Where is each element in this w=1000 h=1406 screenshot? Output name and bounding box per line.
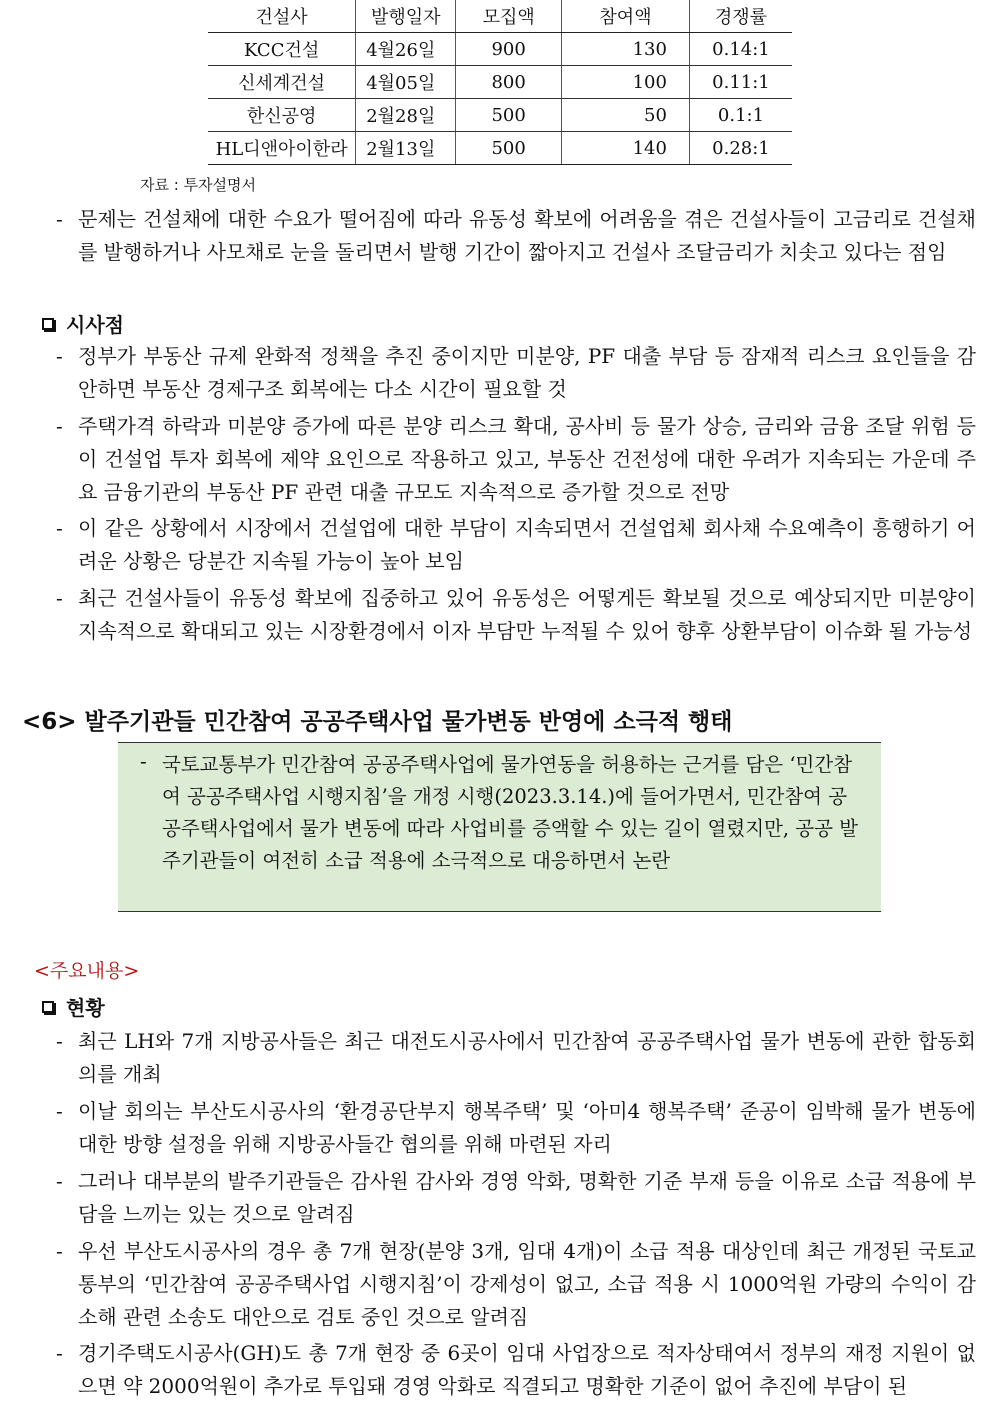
header-competition-ratio: 경쟁률 xyxy=(689,0,792,33)
bullet-text: 문제는 건설채에 대한 수요가 떨어짐에 따라 유동성 확보에 어려움을 겪은 건설사들이 고금리로 건설채를 발행하거나 사모채로 눈을 돌리면서 발행 기간이 짧아지고 건설사 조달금리가 치솟고 있다는 점임 xyxy=(78,207,976,264)
header-participation-amount: 참여액 xyxy=(562,0,690,33)
table-cell: 한신공영 xyxy=(208,99,356,132)
bullet-dash: - xyxy=(56,344,63,368)
bullet-dash: - xyxy=(56,1239,63,1263)
bullet-text: 최근 LH와 7개 지방공사들은 최근 대전도시공사에서 민간참여 공공주택사업 물가 변동에 관한 합동회의를 개최 xyxy=(78,1029,976,1086)
table-cell: KCC건설 xyxy=(208,33,356,66)
table-cell: 500 xyxy=(456,132,562,165)
table-cell: 0.14:1 xyxy=(689,33,792,66)
status-bullet-4 xyxy=(56,1235,976,1334)
implications-bullet-2 xyxy=(56,410,976,509)
bullet-dash: - xyxy=(56,1099,63,1123)
table-cell: 4월26일 xyxy=(356,33,456,66)
status-heading-text: 현황 xyxy=(66,996,105,1020)
table-cell: 4월05일 xyxy=(356,66,456,99)
bullet-dash: - xyxy=(56,1029,63,1053)
implications-heading xyxy=(42,309,124,338)
bullet-dash: - xyxy=(140,749,147,773)
checkbox-square-icon xyxy=(42,1001,54,1013)
table-cell: 신세계건설 xyxy=(208,66,356,99)
bullet-text: 우선 부산도시공사의 경우 총 7개 현장(분양 3개, 임대 4개)이 소급 적용 대상인데 최근 개정된 국토교통부의 ‘민간참여 공공주택사업 시행지침’이 강제성이 없고, 소급 적용 시 1000억원 가량의 수익이 감소해 관련 소송도 대안으로 검토 중인 것으로 알려짐 xyxy=(78,1239,976,1329)
section-summary-box xyxy=(118,742,881,912)
table-row xyxy=(208,99,792,132)
bullet-dash: - xyxy=(56,516,63,540)
status-bullet-5 xyxy=(56,1337,976,1403)
table-row xyxy=(208,33,792,66)
bond-issuance-table xyxy=(208,0,792,165)
bullet-dash: - xyxy=(56,1341,63,1365)
bullet-text: 그러나 대부분의 발주기관들은 감사원 감사와 경영 악화, 명확한 기준 부재 등을 이유로 소급 적용에 부담을 느끼는 있는 것으로 알려짐 xyxy=(78,1169,976,1226)
table-cell: 140 xyxy=(562,132,690,165)
bullet-text: 정부가 부동산 규제 완화적 정책을 추진 중이지만 미분양, PF 대출 부담 등 잠재적 리스크 요인들을 감안하면 부동산 경제구조 회복에는 다소 시간이 필요할 것 xyxy=(78,344,976,401)
bullet-dash: - xyxy=(56,207,63,231)
bullet-text: 경기주택도시공사(GH)도 총 7개 현장 중 6곳이 임대 사업장으로 적자상태여서 정부의 재정 지원이 없으면 약 2000억원이 추가로 투입돼 경영 악화로 직결되고 명확한 기준이 없어 추진에 부담이 된 xyxy=(78,1341,976,1398)
status-heading xyxy=(42,992,105,1021)
implications-bullet-1 xyxy=(56,340,976,406)
table-row xyxy=(208,66,792,99)
table-cell: 2월28일 xyxy=(356,99,456,132)
bullet-dash: - xyxy=(56,1169,63,1193)
status-bullet-1 xyxy=(56,1025,976,1091)
table-cell: 800 xyxy=(456,66,562,99)
table-source-note: 자료 : 투자설명서 xyxy=(140,176,257,194)
implications-bullet-3 xyxy=(56,512,976,578)
section-6-title: <6> 발주기관들 민간참여 공공주택사업 물가변동 반영에 소극적 행태 xyxy=(22,709,733,735)
bullet-text: 최근 건설사들이 유동성 확보에 집중하고 있어 유동성은 어떻게든 확보될 것으로 예상되지만 미분양이 지속적으로 확대되고 있는 시장환경에서 이자 부담만 누적될 수 있어 향후 상환부담이 이슈화 될 가능성 xyxy=(78,586,976,643)
table-cell: 50 xyxy=(562,99,690,132)
table-cell: 500 xyxy=(456,99,562,132)
bullet-dash: - xyxy=(56,586,63,610)
bullet-text: 주택가격 하락과 미분양 증가에 따른 분양 리스크 확대, 공사비 등 물가 상승, 금리와 금융 조달 위험 등이 건설업 투자 회복에 제약 요인으로 작용하고 있고, 부동산 건전성에 대한 우려가 지속되는 가운데 주요 금융기관의 부동산 PF 관련 대출 규모도 지속적으로 증가할 것으로 전망 xyxy=(78,414,976,504)
bullet-text: 이날 회의는 부산도시공사의 ‘환경공단부지 행복주택’ 및 ‘아미4 행복주택’ 준공이 임박해 물가 변동에 대한 방향 설정을 위해 지방공사들간 협의를 위해 마련된 자리 xyxy=(78,1099,976,1156)
intro-bullet xyxy=(56,203,976,269)
bullet-dash: - xyxy=(56,414,63,438)
header-company: 건설사 xyxy=(208,0,356,33)
implications-bullet-4 xyxy=(56,582,976,648)
bullet-text: 이 같은 상황에서 시장에서 건설업에 대한 부담이 지속되면서 건설업체 회사채 수요예측이 흥행하기 어려운 상황은 당분간 지속될 가능이 높아 보임 xyxy=(78,516,976,573)
implications-heading-text: 시사점 xyxy=(66,313,124,337)
table-cell: 0.11:1 xyxy=(689,66,792,99)
status-bullet-3 xyxy=(56,1165,976,1231)
table-cell: 130 xyxy=(562,33,690,66)
key-contents-label: <주요내용> xyxy=(34,960,140,982)
header-issue-date: 발행일자 xyxy=(356,0,456,33)
table-cell: 0.1:1 xyxy=(689,99,792,132)
checkbox-square-icon xyxy=(42,318,54,330)
status-bullet-2 xyxy=(56,1095,976,1161)
table-row xyxy=(208,132,792,165)
table-cell: 2월13일 xyxy=(356,132,456,165)
table-header-row xyxy=(208,0,792,33)
table-cell: 100 xyxy=(562,66,690,99)
table-cell: 900 xyxy=(456,33,562,66)
header-offering-amount: 모집액 xyxy=(456,0,562,33)
table-cell: HL디앤아이한라 xyxy=(208,132,356,165)
summary-text: 국토교통부가 민간참여 공공주택사업에 물가연동을 허용하는 근거를 담은 ‘민간참여 공공주택사업 시행지침’을 개정 시행(2023.3.14.)에 들어가면서, 민간참여 공공주택사업에서 물가 변동에 따라 사업비를 증액할 수 있는 길이 열렸지만, 공공 발주기관들이 여전히 소급 적용에 소극적으로 대응하면서 논란 xyxy=(162,753,859,872)
table-cell: 0.28:1 xyxy=(689,132,792,165)
